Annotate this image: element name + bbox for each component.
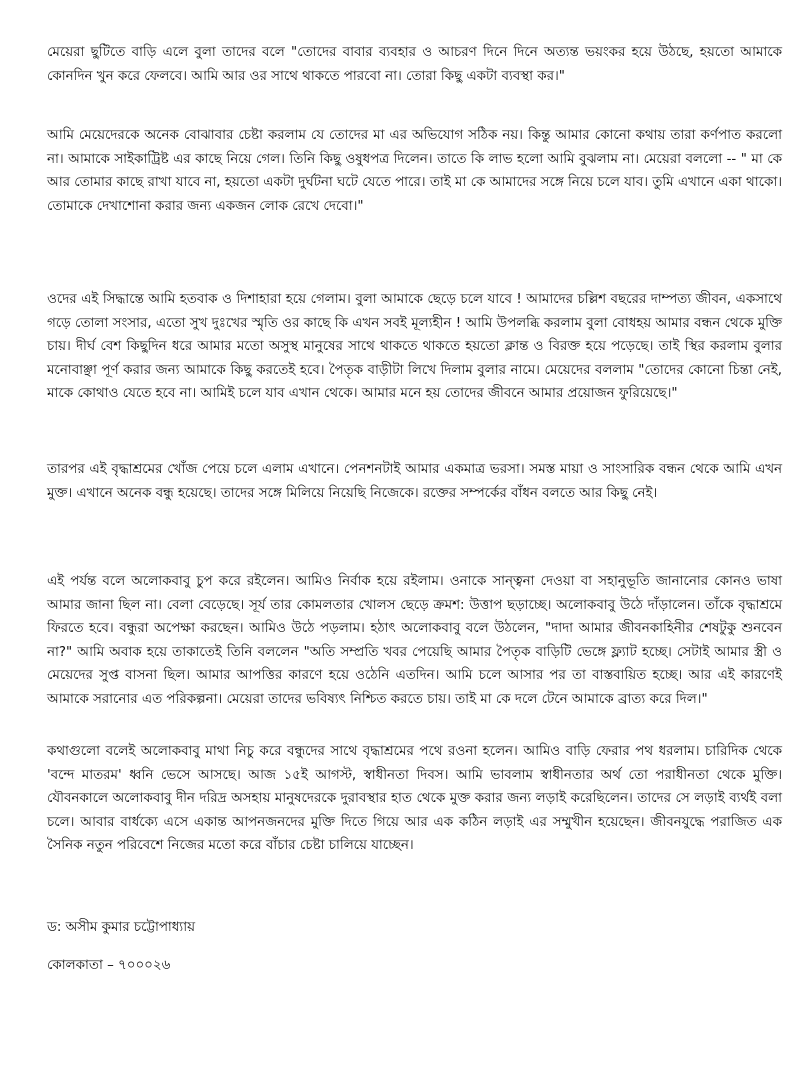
paragraph-6: কথাগুলো বলেই অলোকবাবু মাথা নিচু করে বন্ধুদের সাথে বৃদ্ধাশ্রমের পথে রওনা হলেন। আমিও বাড়ি ফেরার পথ ধরলাম। চারিদিক থেকে 'বন্দে মাতরম' ধ্বনি ভেসে আসছে। আজ ১৫ই আগস্ট, স্বাধীনতা দিবস। আমি ভাবলাম স্বাধীনতার অর্থ তো পরাধীনতা থেকে মুক্তি। যৌবনকালে অলোকবাবু দীন দরিদ্র অসহায় মানুষদেরকে দুরাবস্থার হাত থেকে মুক্ত করার জন্য লড়াই করেছিলেন। তাদের সে লড়াই ব্যর্থই বলা চলে। আবার বার্ধক্যে এসে একান্ত আপনজনদের মুক্তি দিতে গিয়ে আর এক কঠিন লড়াই এর সম্মুখীন হয়েছেন। জীবনযুদ্ধে পরাজিত এক সৈনিক নতুন পরিবেশে নিজের মতো করে বাঁচার চেষ্টা চালিয়ে যাচ্ছেন। (47, 744, 782, 853)
paragraph-5: এই পর্যন্ত বলে অলোকবাবু চুপ করে রইলেন। আমিও নির্বাক হয়ে রইলাম। ওনাকে সান্ত্বনা দেওয়া বা সহানুভূতি জানানোর কোনও ভাষা আমার জানা ছিল না। বেলা বেড়েছে। সূর্য তার কোমলতার খোলস ছেড়ে ক্রমশ: উত্তাপ ছড়াচ্ছে। অলোকবাবু উঠে দাঁড়ালেন। তাঁকে বৃদ্ধাশ্রমে ফিরতে হবে। বন্ধুরা অপেক্ষা করছেন। আমিও উঠে পড়লাম। হঠাৎ অলোকবাবু বলে উঠলেন, "দাদা আমার জীবনকাহিনীর শেষটুকু শুনবেন না?" আমি অবাক হয়ে তাকাতেই তিনি বললেন "অতি সম্প্রতি খবর পেয়েছি আমার পৈতৃক বাড়িটি ভেঙ্গে ফ্ল্যাট হচ্ছে। সেটাই আমার স্ত্রী ও মেয়েদের সুপ্ত বাসনা ছিল। আমার আপত্তির কারণে হয়ে ওঠেনি এতদিন। আমি চলে আসার পর তা বাস্তবায়িত হচ্ছে। আর এই কারণেই আমাকে সরানোর এত পরিকল্পনা। মেয়েরা তাদের ভবিষ্যৎ নিশ্চিত করতে চায়। তাই মা কে দলে টেনে আমাকে ব্রাত্য করে দিল।" (47, 574, 782, 707)
paragraph-4: তারপর এই বৃদ্ধাশ্রমের খোঁজ পেয়ে চলে এলাম এখানে। পেনশনটাই আমার একমাত্র ভরসা। সমস্ত মায়া ও সাংসারিক বন্ধন থেকে আমি এখন মুক্ত। এখানে অনেক বন্ধু হয়েছে। তাদের সঙ্গে মিলিয়ে নিয়েছি নিজেকে। রক্তের সম্পর্কের বাঁধন বলতে আর কিছু নেই। (47, 462, 782, 501)
paragraph-2: আমি মেয়েদেরকে অনেক বোঝাবার চেষ্টা করলাম যে তোদের মা এর অভিযোগ সঠিক নয়। কিন্তু আমার কোনো কথায় তারা কর্ণপাত করলো না। আমাকে সাইকাট্রিষ্ট এর কাছে নিয়ে গেল। তিনি কিছু ওষুধপত্র দিলেন। তাতে কি লাভ হলো আমি বুঝলাম না। মেয়েরা বললো -- " মা কে আর তোমার কাছে রাখা যাবে না, হয়তো একটা দুর্ঘটনা ঘটে যেতে পারে। তাই মা কে আমাদের সঙ্গে নিয়ে চলে যাব। তুমি এখানে একা থাকো। তোমাকে দেখাশোনা করার জন্য একজন লোক রেখে দেবো।" (47, 128, 782, 214)
paragraph-3: ওদের এই সিদ্ধান্তে আমি হতবাক ও দিশাহারা হয়ে গেলাম। বুলা আমাকে ছেড়ে চলে যাবে ! আমাদের চল্লিশ বছরের দাম্পত্য জীবন, একসাথে গড়ে তোলা সংসার, এতো সুখ দুঃখের স্মৃতি ওর কাছে কি এখন সবই মূল্যহীন ! আমি উপলব্ধি করলাম বুলা বোধহয় আমার বন্ধন থেকে মুক্তি চায়। দীর্ঘ বেশ কিছুদিন ধরে আমার মতো অসুস্থ মানুষের সাথে থাকতে থাকতে হয়তো ক্লান্ত ও বিরক্ত হয়ে পড়েছে। তাই স্থির করলাম বুলার মনোবাঞ্ছা পূর্ণ করার জন্য আমাকে কিছু করতেই হবে। পৈতৃক বাড়ীটা লিখে দিলাম বুলার নামে। মেয়েদের বললাম "তোদের কোনো চিন্তা নেই, মাকে কোথাও যেতে হবে না। আমিই চলে যাব এখান থেকে। আমার মনে হয় তোদের জীবনে আমার প্রয়োজন ফুরিয়েছে।" (47, 292, 782, 401)
author-location: কোলকাতা – ৭০০০২৬ (47, 958, 171, 973)
paragraph-1: মেয়েরা ছুটিতে বাড়ি এলে বুলা তাদের বলে "তোদের বাবার ব্যবহার ও আচরণ দিনে দিনে অত্যন্ত ভয়ংকর হয়ে উঠছে, হয়তো আমাকে কোনদিন খুন করে ফেলবে। আমি আর ওর সাথে থাকতে পারবো না। তোরা কিছু একটা ব্যবস্থা কর।" (47, 45, 782, 84)
author-signature: ড: অসীম কুমার চট্টোপাধ্যায় (47, 920, 195, 935)
